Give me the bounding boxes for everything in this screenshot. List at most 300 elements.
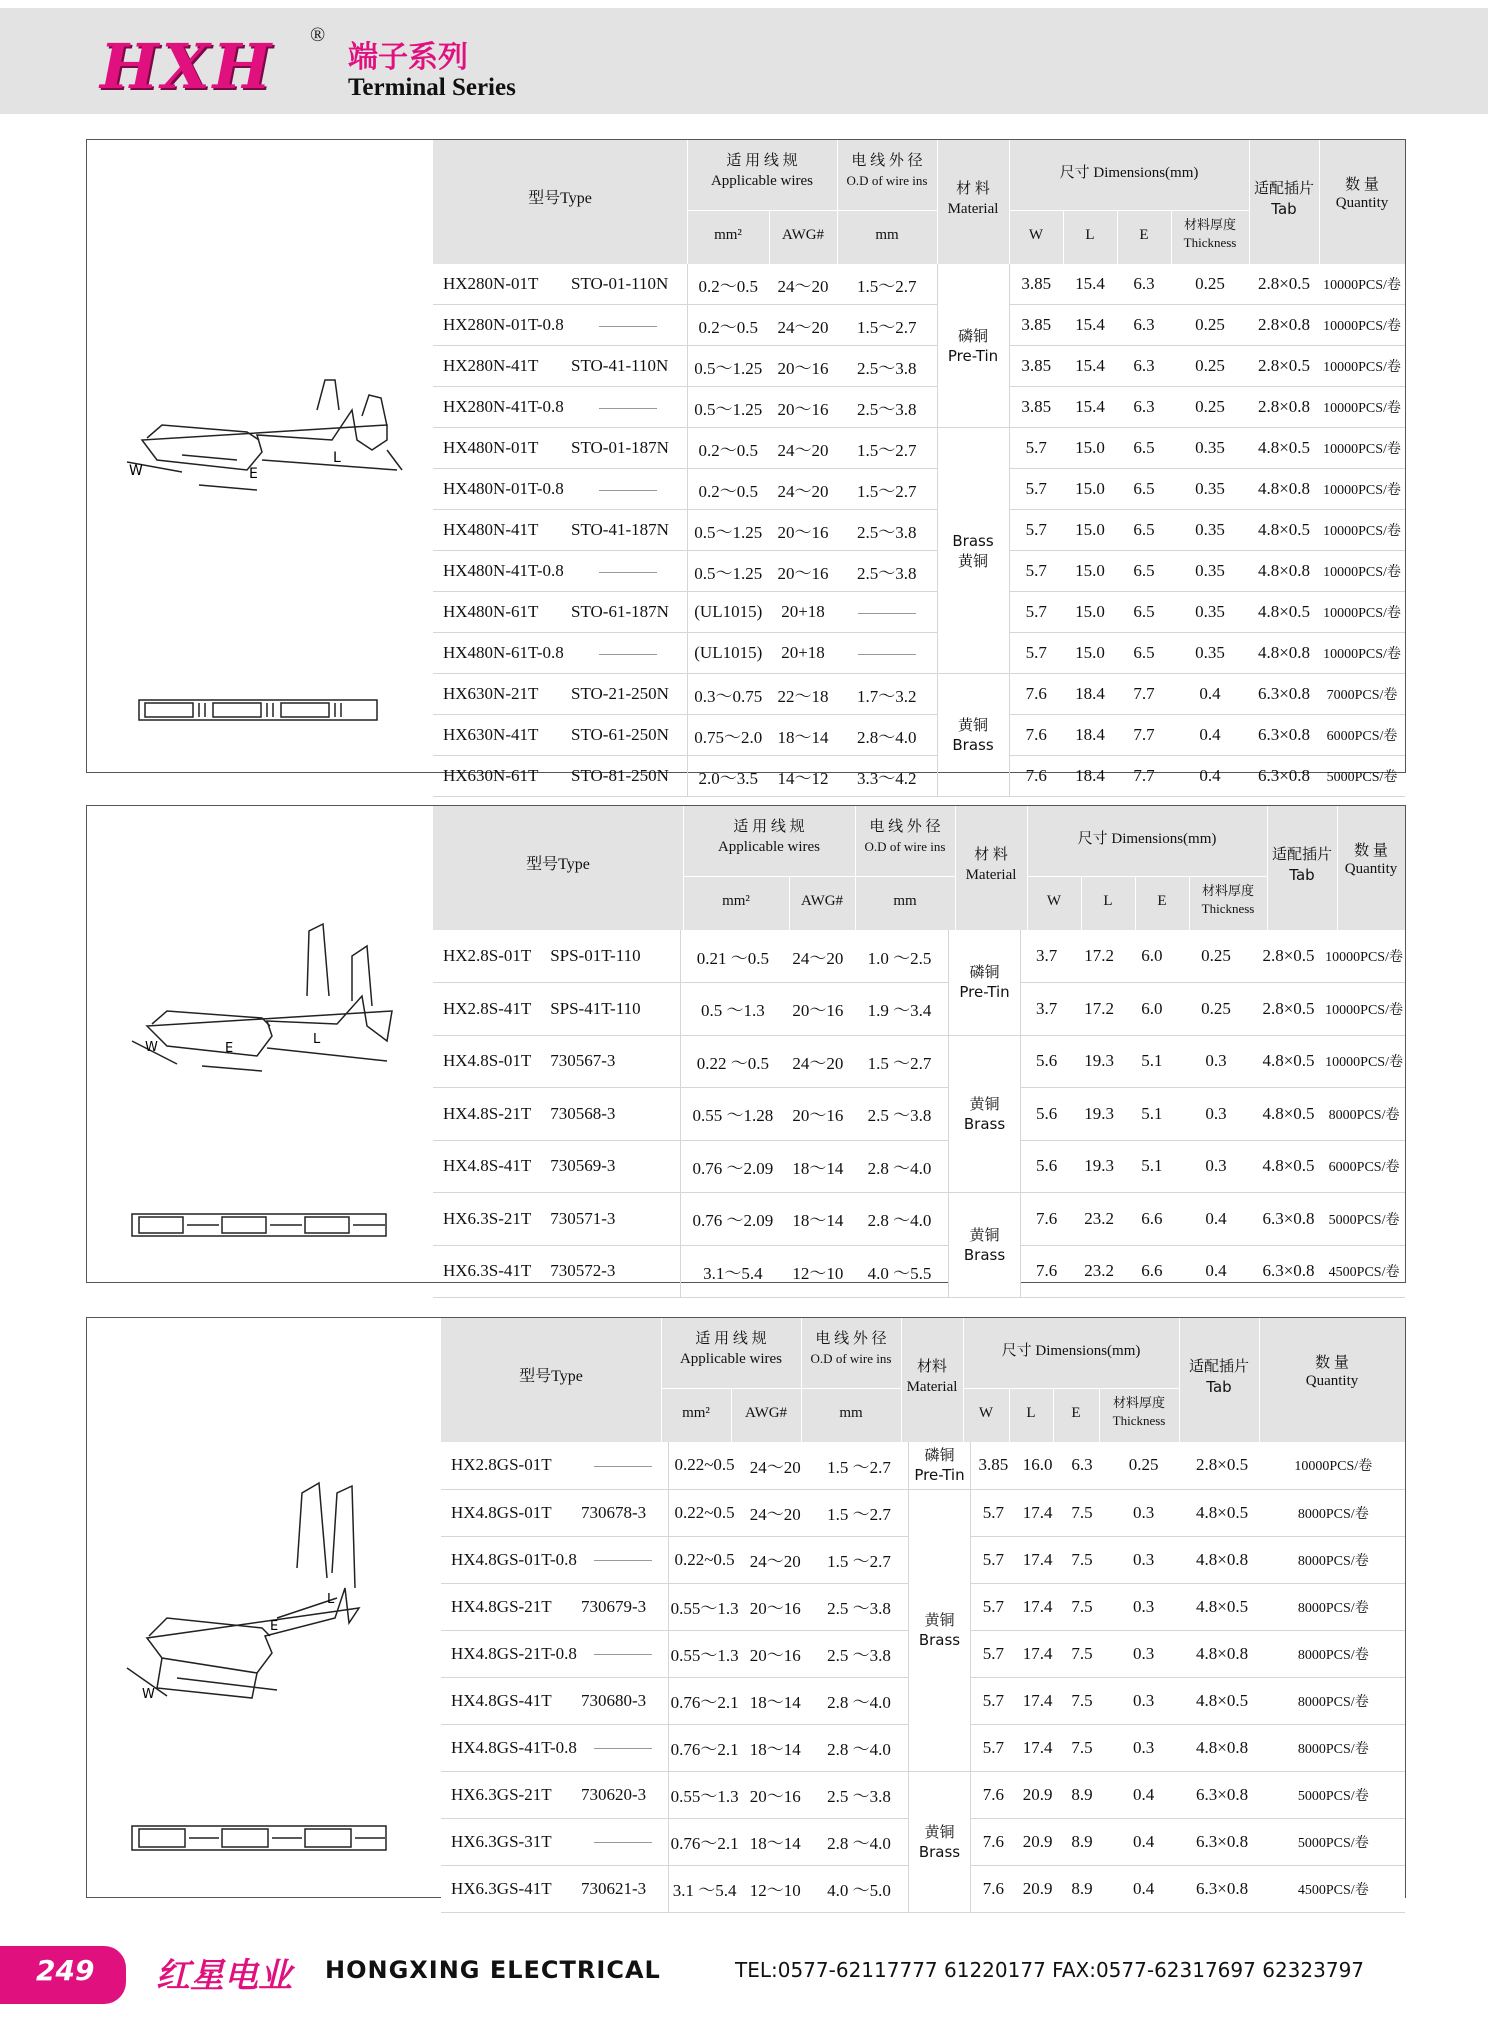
cell-l: 17.2 <box>1073 930 1126 983</box>
cell-alt: STO-21-250N <box>569 674 687 715</box>
cell-material <box>937 428 1009 674</box>
contact-info: TEL:0577-62117777 61220177 FAX:0577-62317697 62323797 <box>735 1958 1365 1982</box>
header-applicable-wires-en: Applicable wires <box>710 173 814 189</box>
header-od-en: O.D of wire ins <box>864 839 946 854</box>
cell-qty: 5000PCS/卷 <box>1262 1818 1405 1865</box>
cell-alt: 730679-3 <box>579 1583 668 1630</box>
cell-e: 6.5 <box>1117 469 1171 510</box>
cell-alt <box>579 1442 668 1489</box>
cell-e: 6.3 <box>1059 1442 1104 1489</box>
cell-qty: 10000PCS/卷 <box>1319 592 1405 633</box>
cell-od: 2.8～4.0 <box>837 715 937 756</box>
cell-alt <box>569 387 687 428</box>
header-quantity-en: Quantity <box>1335 195 1389 211</box>
header-divider <box>661 1318 662 1442</box>
cell-awg: 24～20 <box>769 428 837 469</box>
cell-w: 5.6 <box>1020 1088 1073 1141</box>
cell-awg: 24～20 <box>741 1442 810 1489</box>
cell-qty: 4500PCS/卷 <box>1323 1245 1405 1298</box>
header-material-en: Material <box>965 867 1017 883</box>
cell-tab: 4.8×0.8 <box>1249 551 1319 592</box>
cell-mm2: (UL1015) <box>687 633 769 674</box>
cell-t: 0.35 <box>1171 592 1249 633</box>
cell-model: HX4.8S-41T <box>433 1140 548 1193</box>
cell-w: 5.7 <box>970 1583 1016 1630</box>
header-applicable-wires-en: Applicable wires <box>679 1351 783 1367</box>
cell-qty: 10000PCS/卷 <box>1319 510 1405 551</box>
header-mm2: mm² <box>722 893 750 909</box>
table-row <box>433 346 1405 387</box>
cell-awg: 12～10 <box>785 1245 850 1298</box>
cell-e: 7.5 <box>1059 1583 1104 1630</box>
cell-l: 15.4 <box>1063 346 1117 387</box>
header-material-cn: 材 料 <box>974 847 1008 863</box>
cell-model: HX280N-01T-0.8 <box>433 305 569 346</box>
dim-label-e: E <box>270 1619 279 1634</box>
cell-od <box>837 633 937 674</box>
cell-mm2: 0.2～0.5 <box>687 305 769 346</box>
table-row <box>441 1442 1405 1489</box>
cell-t: 0.3 <box>1178 1088 1254 1141</box>
cell-mm2: 0.55～1.3 <box>668 1771 741 1818</box>
cell-model: HX4.8GS-21T <box>441 1583 579 1630</box>
dim-label-e: E <box>225 1041 234 1056</box>
header-mm2: mm² <box>714 227 742 243</box>
cell-awg: 24～20 <box>785 930 850 983</box>
cell-qty: 5000PCS/卷 <box>1262 1771 1405 1818</box>
cell-od: 2.8 ～4.0 <box>810 1724 909 1771</box>
cell-w: 7.6 <box>1020 1193 1073 1246</box>
cell-od: 2.8 ～4.0 <box>810 1818 909 1865</box>
header-divider <box>1189 876 1190 930</box>
cell-e: 7.5 <box>1059 1536 1104 1583</box>
cell-l: 17.4 <box>1016 1489 1060 1536</box>
cell-w: 5.7 <box>1009 633 1063 674</box>
empty-dash <box>599 408 657 409</box>
cell-awg: 18～14 <box>741 1818 810 1865</box>
cell-l: 20.9 <box>1016 1818 1060 1865</box>
empty-dash <box>594 1466 652 1467</box>
header-divider <box>1259 1318 1260 1442</box>
cell-qty: 4500PCS/卷 <box>1262 1865 1405 1912</box>
cell-od: 2.5 ～3.8 <box>851 1088 949 1141</box>
cell-tab: 6.3×0.8 <box>1249 715 1319 756</box>
cell-e: 7.7 <box>1117 674 1171 715</box>
cell-l: 18.4 <box>1063 756 1117 797</box>
header-material-en: Material <box>947 201 999 217</box>
cell-t: 0.25 <box>1171 305 1249 346</box>
header-dimensions: 尺寸 Dimensions(mm) <box>1001 1343 1141 1359</box>
material-cn: 黄铜 <box>957 716 988 734</box>
cell-model: HX480N-01T-0.8 <box>433 469 569 510</box>
header-divider <box>1027 806 1028 930</box>
header-quantity-cn: 数 量 <box>1345 177 1379 193</box>
cell-awg: 24～20 <box>769 264 837 305</box>
material-cn: 黄铜 <box>924 1611 955 1629</box>
cell-mm2: (UL1015) <box>687 592 769 633</box>
header-l: L <box>1103 893 1113 909</box>
series-title-cn: 端子系列 <box>348 40 468 75</box>
material-cn: 黄铜 <box>969 1094 1000 1113</box>
header-divider <box>901 1318 902 1442</box>
cell-model: HX480N-61T <box>433 592 569 633</box>
cell-w: 3.85 <box>1009 346 1063 387</box>
cell-w: 5.7 <box>970 1536 1016 1583</box>
header-divider <box>1063 210 1064 264</box>
cell-w: 3.85 <box>1009 305 1063 346</box>
cell-awg: 24～20 <box>785 1035 850 1088</box>
header-e: E <box>1071 1405 1081 1421</box>
cell-w: 7.6 <box>1009 715 1063 756</box>
cell-od: 1.5～2.7 <box>837 469 937 510</box>
cell-alt: SPS-01T-110 <box>548 930 680 983</box>
cell-e: 7.5 <box>1059 1677 1104 1724</box>
cell-e: 8.9 <box>1059 1818 1104 1865</box>
cell-od: 2.8 ～4.0 <box>851 1193 949 1246</box>
header-type: 型号Type <box>526 856 590 873</box>
cell-t: 0.4 <box>1105 1771 1183 1818</box>
header-divider <box>687 210 937 211</box>
header-applicable-wires-cn: 适 用 线 规 <box>695 1331 767 1347</box>
header-awg: AWG# <box>744 1405 788 1421</box>
cell-model: HX2.8S-41T <box>433 983 548 1036</box>
terminal-panel-3 <box>86 1317 1406 1898</box>
cell-alt <box>579 1724 668 1771</box>
table-row <box>433 469 1405 510</box>
material-cn: 磷铜 <box>957 326 988 345</box>
cell-tab: 4.8×0.5 <box>1183 1583 1262 1630</box>
header-od-en: O.D of wire ins <box>846 173 928 188</box>
header-divider <box>731 1388 732 1442</box>
table-row <box>433 551 1405 592</box>
header-applicable-wires-cn: 适 用 线 规 <box>733 819 805 835</box>
cell-qty: 5000PCS/卷 <box>1319 756 1405 797</box>
cell-qty: 8000PCS/卷 <box>1323 1088 1405 1141</box>
cell-model: HX6.3GS-41T <box>441 1865 579 1912</box>
cell-material <box>909 1771 971 1912</box>
cell-qty: 10000PCS/卷 <box>1262 1442 1405 1489</box>
header-divider <box>1053 1388 1054 1442</box>
cell-model: HX6.3S-21T <box>433 1193 548 1246</box>
cell-od: 1.5～2.7 <box>837 428 937 469</box>
header-od-en: O.D of wire ins <box>810 1351 892 1366</box>
header-divider <box>1117 210 1118 264</box>
cell-mm2: 0.55～1.3 <box>668 1630 741 1677</box>
cell-qty: 6000PCS/卷 <box>1323 1140 1405 1193</box>
table-header <box>433 806 1405 930</box>
cell-awg: 20～16 <box>785 1088 850 1141</box>
cell-mm2: 0.76 ～2.09 <box>680 1140 785 1193</box>
header-applicable-wires-en: Applicable wires <box>717 839 821 855</box>
cell-t: 0.3 <box>1178 1035 1254 1088</box>
cell-mm2: 0.2～0.5 <box>687 264 769 305</box>
table-row <box>433 305 1405 346</box>
cell-e: 5.1 <box>1126 1140 1179 1193</box>
cell-mm2: 0.5～1.25 <box>687 346 769 387</box>
cell-qty: 10000PCS/卷 <box>1319 387 1405 428</box>
header-e: E <box>1139 227 1149 243</box>
cell-tab: 2.8×0.8 <box>1249 387 1319 428</box>
empty-dash <box>599 654 657 655</box>
dim-label-w: W <box>142 1687 155 1702</box>
cell-e: 6.3 <box>1117 387 1171 428</box>
cell-w: 3.85 <box>970 1442 1016 1489</box>
cell-t: 0.35 <box>1171 428 1249 469</box>
cell-alt <box>569 469 687 510</box>
material-en: Pre-Tin <box>914 1466 965 1485</box>
material-en: Brass <box>918 1842 961 1861</box>
cell-od: 1.0 ～2.5 <box>851 930 949 983</box>
header-divider <box>1319 140 1320 264</box>
cell-mm2: 2.0～3.5 <box>687 756 769 797</box>
cell-alt: 730568-3 <box>548 1088 680 1141</box>
header-applicable-wires-cn: 适 用 线 规 <box>726 153 798 169</box>
cell-t: 0.3 <box>1105 1489 1183 1536</box>
cell-e: 8.9 <box>1059 1771 1104 1818</box>
header-mm: mm <box>839 1405 863 1421</box>
cell-model: HX4.8S-21T <box>433 1088 548 1141</box>
cell-e: 6.6 <box>1126 1193 1179 1246</box>
cell-awg: 22～18 <box>769 674 837 715</box>
cell-w: 7.6 <box>1009 756 1063 797</box>
table-header <box>441 1318 1405 1442</box>
cell-mm2: 3.1 ～5.4 <box>668 1865 741 1912</box>
cell-e: 6.5 <box>1117 510 1171 551</box>
cell-l: 17.4 <box>1016 1583 1060 1630</box>
cell-l: 15.0 <box>1063 469 1117 510</box>
dim-label-l: L <box>333 450 341 466</box>
terminal-drawing-2 <box>87 806 433 1282</box>
cell-awg: 14～12 <box>769 756 837 797</box>
cell-awg: 20～16 <box>769 346 837 387</box>
cell-w: 5.7 <box>1009 551 1063 592</box>
cell-model: HX480N-41T-0.8 <box>433 551 569 592</box>
material-en: Pre-Tin <box>947 346 999 365</box>
cell-w: 7.6 <box>1009 674 1063 715</box>
spec-table <box>433 930 1405 1298</box>
cell-t: 0.3 <box>1105 1724 1183 1771</box>
cell-od: 1.5 ～2.7 <box>810 1442 909 1489</box>
cell-w: 5.7 <box>970 1489 1016 1536</box>
cell-l: 23.2 <box>1073 1245 1126 1298</box>
cell-l: 19.3 <box>1073 1140 1126 1193</box>
table-row <box>433 674 1405 715</box>
cell-qty: 10000PCS/卷 <box>1319 469 1405 510</box>
header-divider <box>661 1388 901 1389</box>
cell-alt: STO-61-250N <box>569 715 687 756</box>
header-divider <box>937 140 938 264</box>
dim-label-l: L <box>327 1592 335 1607</box>
cell-material <box>909 1442 971 1489</box>
cell-e: 7.7 <box>1117 756 1171 797</box>
cell-t: 0.4 <box>1105 1865 1183 1912</box>
cell-model: HX6.3GS-21T <box>441 1771 579 1818</box>
cell-w: 3.85 <box>1009 264 1063 305</box>
cell-t: 0.4 <box>1178 1193 1254 1246</box>
empty-dash <box>594 1560 652 1561</box>
cell-t: 0.25 <box>1171 264 1249 305</box>
header-e: E <box>1157 893 1167 909</box>
cell-model: HX2.8S-01T <box>433 930 548 983</box>
cell-model: HX280N-01T <box>433 264 569 305</box>
header-divider <box>687 140 688 264</box>
cell-awg: 18～14 <box>769 715 837 756</box>
cell-qty: 10000PCS/卷 <box>1319 428 1405 469</box>
header-quantity-cn: 数 量 <box>1354 843 1388 859</box>
cell-tab: 2.8×0.5 <box>1254 983 1323 1036</box>
cell-od: 3.3～4.2 <box>837 756 937 797</box>
cell-tab: 4.8×0.5 <box>1254 1035 1323 1088</box>
cell-tab: 4.8×0.8 <box>1249 469 1319 510</box>
cell-alt: 730620-3 <box>579 1771 668 1818</box>
header-w: W <box>1046 893 1062 909</box>
cell-alt: 730678-3 <box>579 1489 668 1536</box>
header-od-cn: 电 线 外 径 <box>815 1331 887 1347</box>
cell-awg: 12～10 <box>741 1865 810 1912</box>
header-thickness-cn: 材料厚度 <box>1201 883 1254 898</box>
cell-t: 0.35 <box>1171 551 1249 592</box>
table-row <box>433 1088 1405 1141</box>
cell-mm2: 0.3～0.75 <box>687 674 769 715</box>
cell-material <box>949 1035 1020 1193</box>
table-row <box>441 1489 1405 1536</box>
cell-alt: 730621-3 <box>579 1865 668 1912</box>
cell-od: 2.5～3.8 <box>837 346 937 387</box>
cell-l: 18.4 <box>1063 674 1117 715</box>
cell-e: 6.3 <box>1117 305 1171 346</box>
header-material-cn: 材料 <box>916 1359 947 1375</box>
terminal-strip-drawing-3 <box>132 1826 386 1850</box>
header-divider <box>769 210 770 264</box>
cell-od: 4.0 ～5.5 <box>851 1245 949 1298</box>
cell-qty: 10000PCS/卷 <box>1323 930 1405 983</box>
cell-qty: 8000PCS/卷 <box>1262 1536 1405 1583</box>
cell-awg: 18～14 <box>785 1140 850 1193</box>
cell-mm2: 0.76～2.1 <box>668 1724 741 1771</box>
header-material-cn: 材 料 <box>956 181 990 197</box>
cell-alt: STO-01-110N <box>569 264 687 305</box>
header-tab-en: Tab <box>1289 866 1315 884</box>
cell-e: 6.0 <box>1126 930 1179 983</box>
cell-e: 7.5 <box>1059 1489 1104 1536</box>
cell-t: 0.3 <box>1105 1536 1183 1583</box>
terminal-strip-drawing-1 <box>139 700 377 720</box>
terminal-drawing-1 <box>87 140 433 772</box>
header-divider <box>1337 806 1338 930</box>
cell-w: 3.7 <box>1020 983 1073 1036</box>
cell-l: 15.0 <box>1063 428 1117 469</box>
header-tab-en: Tab <box>1271 200 1297 218</box>
series-title-en: Terminal Series <box>348 74 516 101</box>
cell-mm2: 0.22 ～0.5 <box>680 1035 785 1088</box>
cell-mm2: 0.5 ～1.3 <box>680 983 785 1036</box>
cell-od: 2.5～3.8 <box>837 551 937 592</box>
cell-e: 5.1 <box>1126 1035 1179 1088</box>
cell-e: 6.0 <box>1126 983 1179 1036</box>
cell-t: 0.4 <box>1171 756 1249 797</box>
cell-od: 1.5 ～2.7 <box>851 1035 949 1088</box>
cell-od: 1.5～2.7 <box>837 305 937 346</box>
cell-qty: 10000PCS/卷 <box>1323 1035 1405 1088</box>
header-thickness-en: Thickness <box>1183 235 1237 250</box>
header-quantity-cn: 数 量 <box>1315 1355 1349 1371</box>
cell-model: HX4.8GS-01T-0.8 <box>441 1536 579 1583</box>
cell-awg: 18～14 <box>741 1677 810 1724</box>
cell-od: 1.5～2.7 <box>837 264 937 305</box>
cell-mm2: 0.21 ～0.5 <box>680 930 785 983</box>
cell-mm2: 0.76～2.1 <box>668 1677 741 1724</box>
cell-tab: 4.8×0.5 <box>1249 592 1319 633</box>
header-divider <box>789 876 790 930</box>
cell-tab: 2.8×0.5 <box>1249 264 1319 305</box>
cell-alt: STO-81-250N <box>569 756 687 797</box>
cell-qty: 6000PCS/卷 <box>1319 715 1405 756</box>
cell-l: 18.4 <box>1063 715 1117 756</box>
cell-od: 2.5 ～3.8 <box>810 1771 909 1818</box>
table-row <box>433 1140 1405 1193</box>
cell-t: 0.3 <box>1105 1583 1183 1630</box>
cell-od <box>837 592 937 633</box>
material-en: Pre-Tin <box>959 983 1010 1002</box>
cell-t: 0.4 <box>1105 1818 1183 1865</box>
empty-dash <box>594 1654 652 1655</box>
cell-awg: 20+18 <box>769 633 837 674</box>
cell-e: 6.5 <box>1117 592 1171 633</box>
header-divider <box>1249 140 1250 264</box>
cell-w: 7.6 <box>1020 1245 1073 1298</box>
cell-qty: 10000PCS/卷 <box>1319 305 1405 346</box>
table-row <box>433 264 1405 305</box>
cell-l: 15.4 <box>1063 264 1117 305</box>
header-divider <box>683 876 955 877</box>
dim-label-w: W <box>129 463 143 479</box>
cell-model: HX280N-41T-0.8 <box>433 387 569 428</box>
table-row <box>433 756 1405 797</box>
cell-w: 5.7 <box>1009 428 1063 469</box>
cell-qty: 8000PCS/卷 <box>1262 1724 1405 1771</box>
cell-od: 4.0 ～5.0 <box>810 1865 909 1912</box>
table-row <box>433 715 1405 756</box>
cell-alt: STO-41-110N <box>569 346 687 387</box>
cell-l: 15.0 <box>1063 510 1117 551</box>
table-row <box>433 510 1405 551</box>
cell-w: 5.6 <box>1020 1140 1073 1193</box>
cell-tab: 4.8×0.5 <box>1183 1677 1262 1724</box>
cell-model: HX630N-21T <box>433 674 569 715</box>
material-en: Brass <box>952 736 994 754</box>
page-number: 249 <box>36 1954 95 1987</box>
header-thickness-cn: 材料厚度 <box>1183 217 1236 232</box>
cell-qty: 5000PCS/卷 <box>1323 1193 1405 1246</box>
cell-qty: 8000PCS/卷 <box>1262 1630 1405 1677</box>
terminal-drawing-3 <box>87 1318 433 1897</box>
cell-l: 15.0 <box>1063 633 1117 674</box>
cell-alt: STO-01-187N <box>569 428 687 469</box>
header-divider <box>955 806 956 930</box>
cell-mm2: 3.1～5.4 <box>680 1245 785 1298</box>
cell-e: 6.6 <box>1126 1245 1179 1298</box>
cell-awg: 20～16 <box>769 387 837 428</box>
cell-od: 1.9 ～3.4 <box>851 983 949 1036</box>
header-divider <box>963 1318 964 1442</box>
cell-od: 2.8 ～4.0 <box>810 1677 909 1724</box>
cell-e: 7.5 <box>1059 1724 1104 1771</box>
cell-model: HX2.8GS-01T <box>441 1442 579 1489</box>
brand-name-en: HONGXING ELECTRICAL <box>325 1956 661 1984</box>
cell-e: 6.5 <box>1117 633 1171 674</box>
header-tab-cn: 适配插片 <box>1188 1359 1249 1375</box>
cell-w: 5.7 <box>970 1630 1016 1677</box>
